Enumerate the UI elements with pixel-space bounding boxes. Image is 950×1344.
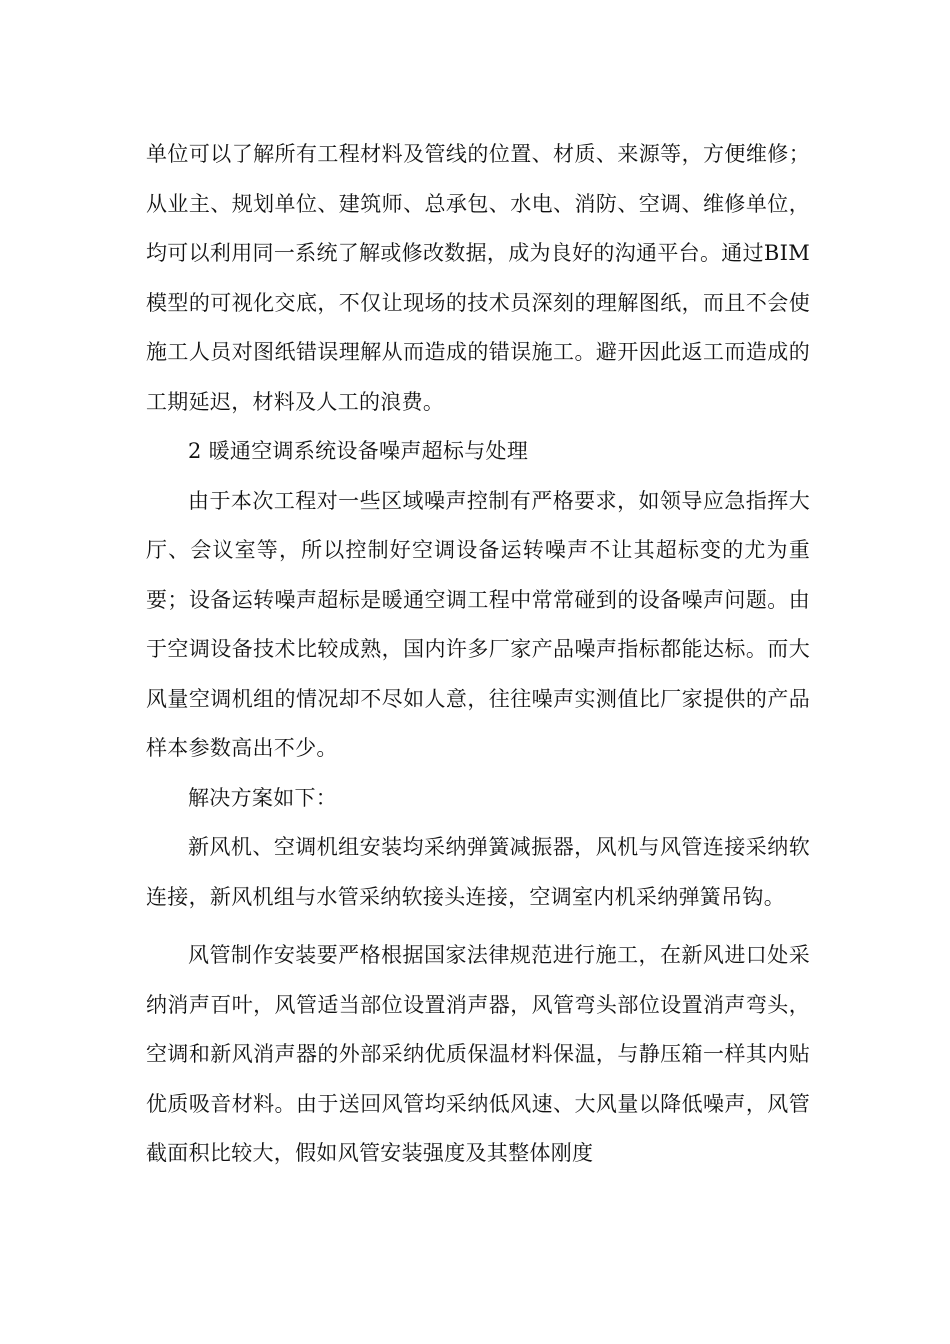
paragraph-duct-installation: 风管制作安装要严格根据国家法律规范进行施工，在新风进口处采纳消声百叶，风管适当部位设置消声器，风管弯头部位设置消声弯头，空调和新风消声器的外部采纳优质保温材料保温，与静压箱一样其内贴优质吸音材料。由于送回风管均采纳低风速、大风量以降低噪声，风管截面积比较大，假如风管安装强度及其整体刚度	[146, 943, 810, 1165]
paragraph-vibration-damping: 新风机、空调机组安装均采纳弹簧减振器，风机与风管连接采纳软连接，新风机组与水管采纳软接头连接，空调室内机采纳弹簧吊钩。	[146, 835, 810, 909]
section-heading-hvac-noise: 2 暖通空调系统设备噪声超标与处理	[188, 439, 529, 463]
body-text	[146, 130, 810, 1179]
paragraph-noise-intro: 由于本次工程对一些区域噪声控制有严格要求，如领导应急指挥大厅、会议室等，所以控制好空调设备运转噪声不让其超标变的尤为重要；设备运转噪声超标是暖通空调工程中常常碰到的设备噪声问题。由于空调设备技术比较成熟，国内许多厂家产品噪声指标都能达标。而大风量空调机组的情况却不尽如人意，往往噪声实测值比厂家提供的产品样本参数高出不少。	[146, 488, 810, 760]
paragraph-solution-label: 解决方案如下：	[188, 785, 338, 810]
paragraph-bim-continuation: 单位可以了解所有工程材料及管线的位置、材质、来源等，方便维修；从业主、规划单位、建筑师、总承包、水电、消防、空调、维修单位，均可以利用同一系统了解或修改数据，成为良好的沟通平台。通过BIM模型的可视化交底，不仅让现场的技术员深刻的理解图纸，而且不会使施工人员对图纸错误理解从而造成的错误施工。避开因此返工而造成的工期延迟，材料及人工的浪费。	[146, 142, 810, 414]
